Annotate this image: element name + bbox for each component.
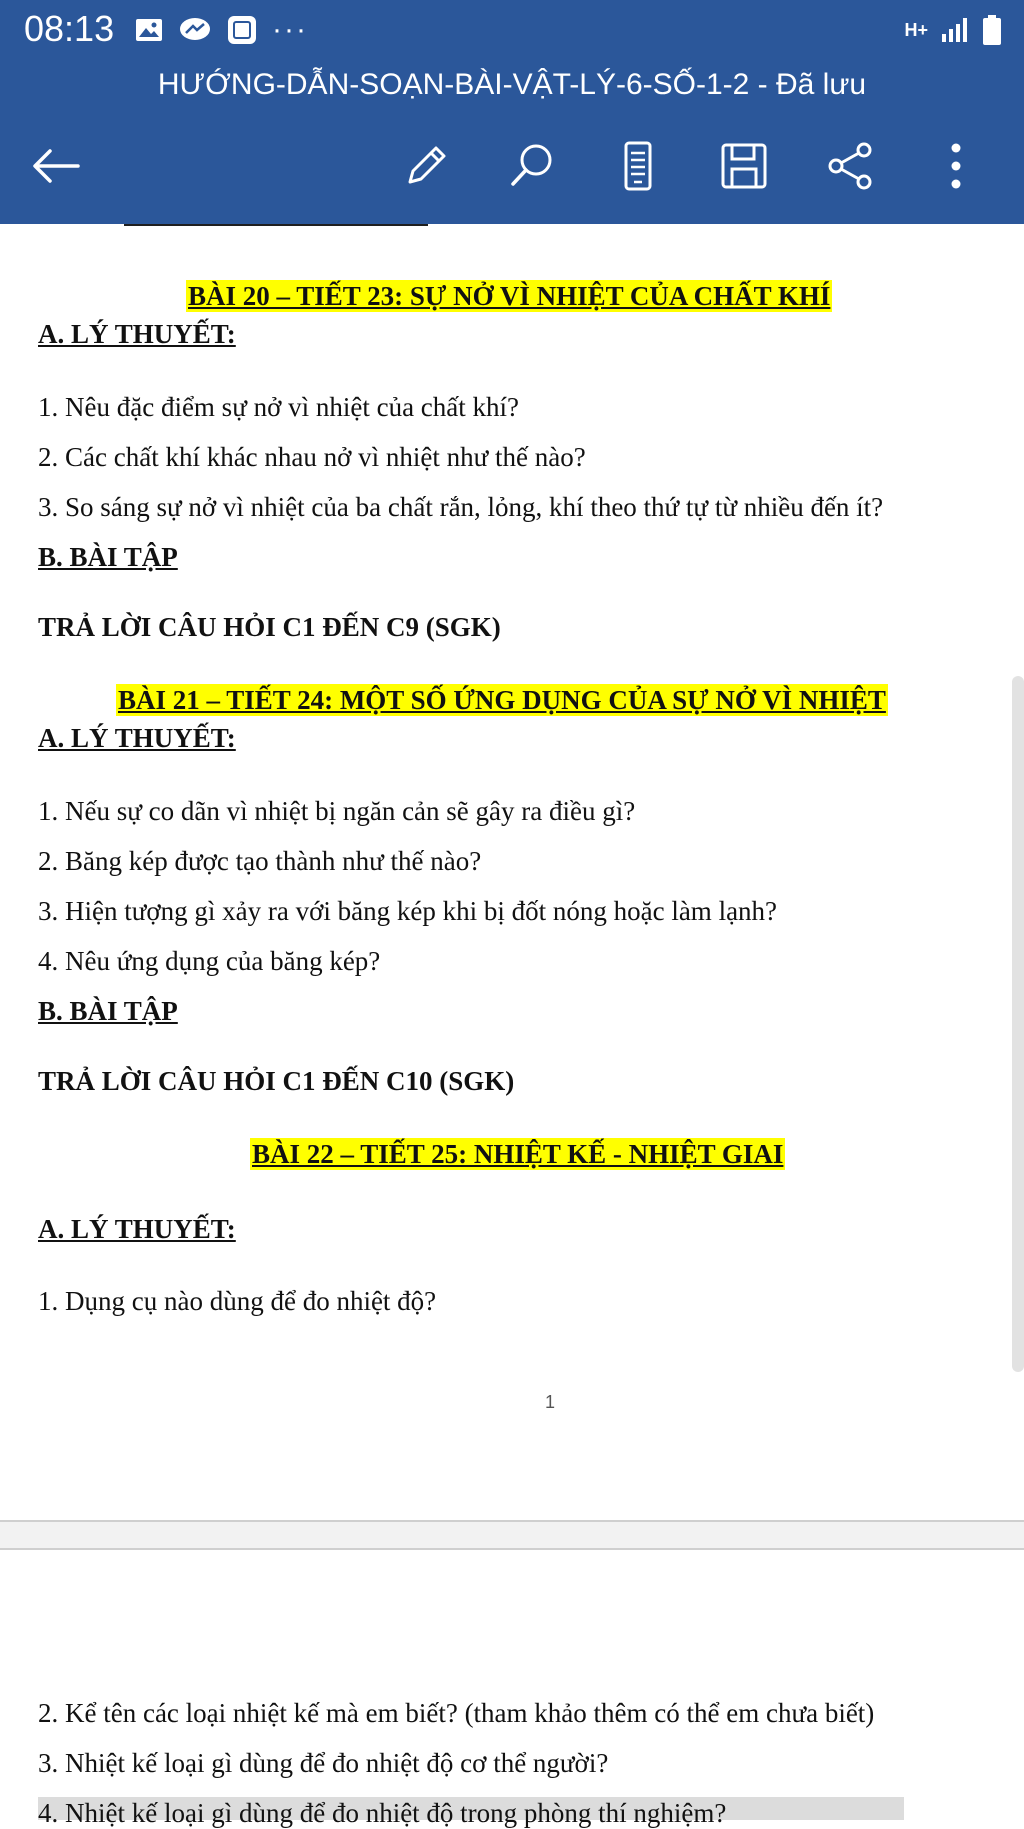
more-icon bbox=[946, 140, 966, 192]
lesson-21-exercise-label: B. BÀI TẬP bbox=[38, 996, 178, 1026]
mobile-view-icon bbox=[618, 140, 658, 192]
lesson-21-question: 4. Nêu ứng dụng của băng kép? bbox=[38, 946, 381, 976]
lesson-21-question: 3. Hiện tượng gì xảy ra với băng kép khi bị đốt nóng hoặc làm lạnh? bbox=[38, 896, 778, 926]
gallery-icon bbox=[134, 16, 164, 44]
document-title: HƯỚNG-DẪN-SOẠN-BÀI-VẬT-LÝ-6-SỐ-1-2 - Đã lưu bbox=[157, 68, 867, 101]
lesson-22-question: 1. Dụng cụ nào dùng để đo nhiệt độ? bbox=[38, 1286, 437, 1316]
save-button[interactable] bbox=[708, 120, 780, 212]
save-icon bbox=[718, 140, 770, 192]
toolbar bbox=[0, 120, 1024, 220]
lesson-21-heading: BÀI 21 – TIẾT 24: MỘT SỐ ỨNG DỤNG CỦA SỰ NỞ VÌ NHIỆT bbox=[118, 685, 886, 715]
lesson-20-question: 1. Nêu đặc điểm sự nở vì nhiệt của chất khí? bbox=[38, 392, 520, 422]
messenger-icon bbox=[178, 16, 212, 44]
lesson-21-question: 1. Nếu sự co dãn vì nhiệt bị ngăn cản sẽ gây ra điều gì? bbox=[38, 796, 636, 826]
edit-icon bbox=[400, 140, 452, 192]
status-time: 08:13 bbox=[24, 8, 115, 49]
lesson-22-question: 3. Nhiệt kế loại gì dùng để đo nhiệt độ cơ thể người? bbox=[38, 1748, 609, 1778]
mobile-view-button[interactable] bbox=[602, 120, 674, 212]
battery-icon bbox=[982, 14, 1002, 46]
search-button[interactable] bbox=[496, 120, 568, 212]
lesson-22-heading: BÀI 22 – TIẾT 25: NHIỆT KẾ - NHIỆT GIAI bbox=[252, 1139, 784, 1169]
lesson-21-question: 2. Băng kép được tạo thành như thế nào? bbox=[38, 846, 482, 876]
back-button[interactable] bbox=[20, 120, 92, 212]
share-button[interactable] bbox=[814, 120, 886, 212]
edit-button[interactable] bbox=[390, 120, 462, 212]
lesson-20-theory-label: A. LÝ THUYẾT: bbox=[38, 319, 236, 349]
lesson-20-question: 2. Các chất khí khác nhau nở vì nhiệt như thế nào? bbox=[38, 442, 586, 472]
app-header bbox=[0, 0, 1024, 224]
back-icon bbox=[30, 146, 82, 186]
status-bar bbox=[0, 0, 1024, 60]
lesson-21-theory-label: A. LÝ THUYẾT: bbox=[38, 723, 236, 753]
lesson-20-exercise-label: B. BÀI TẬP bbox=[38, 542, 178, 572]
vertical-scrollbar[interactable] bbox=[1012, 676, 1024, 1372]
page-number: 1 bbox=[544, 1392, 555, 1412]
lesson-22-theory-label: A. LÝ THUYẾT: bbox=[38, 1214, 236, 1244]
lesson-22-question: 4. Nhiệt kế loại gì dùng để đo nhiệt độ trong phòng thí nghiệm? bbox=[38, 1798, 727, 1828]
system-status-icons bbox=[904, 14, 1002, 46]
app-badge-icon bbox=[226, 14, 258, 46]
signal-icon bbox=[940, 16, 970, 44]
lesson-20-question: 3. So sáng sự nở vì nhiệt của ba chất rắn, lỏng, khí theo thứ tự từ nhiều đến ít? bbox=[38, 492, 884, 522]
share-icon bbox=[824, 140, 876, 192]
lesson-22-question: 2. Kể tên các loại nhiệt kế mà em biết? (tham khảo thêm có thể em chưa biết) bbox=[38, 1698, 875, 1728]
notification-icons bbox=[134, 14, 308, 46]
lesson-20-heading: BÀI 20 – TIẾT 23: SỰ NỞ VÌ NHIỆT CỦA CHẤT KHÍ bbox=[188, 281, 831, 311]
lesson-20-answer-line: TRẢ LỜI CÂU HỎI C1 ĐẾN C9 (SGK) bbox=[38, 612, 501, 642]
network-type-label: H+ bbox=[904, 19, 928, 40]
document-canvas[interactable] bbox=[0, 224, 1024, 1828]
more-options-button[interactable] bbox=[920, 120, 992, 212]
lesson-21-answer-line: TRẢ LỜI CÂU HỎI C1 ĐẾN C10 (SGK) bbox=[38, 1066, 515, 1096]
more-notifications-indicator: ··· bbox=[272, 13, 308, 46]
page-break bbox=[0, 1520, 1024, 1550]
separator-line bbox=[124, 224, 428, 226]
search-icon bbox=[506, 140, 558, 192]
